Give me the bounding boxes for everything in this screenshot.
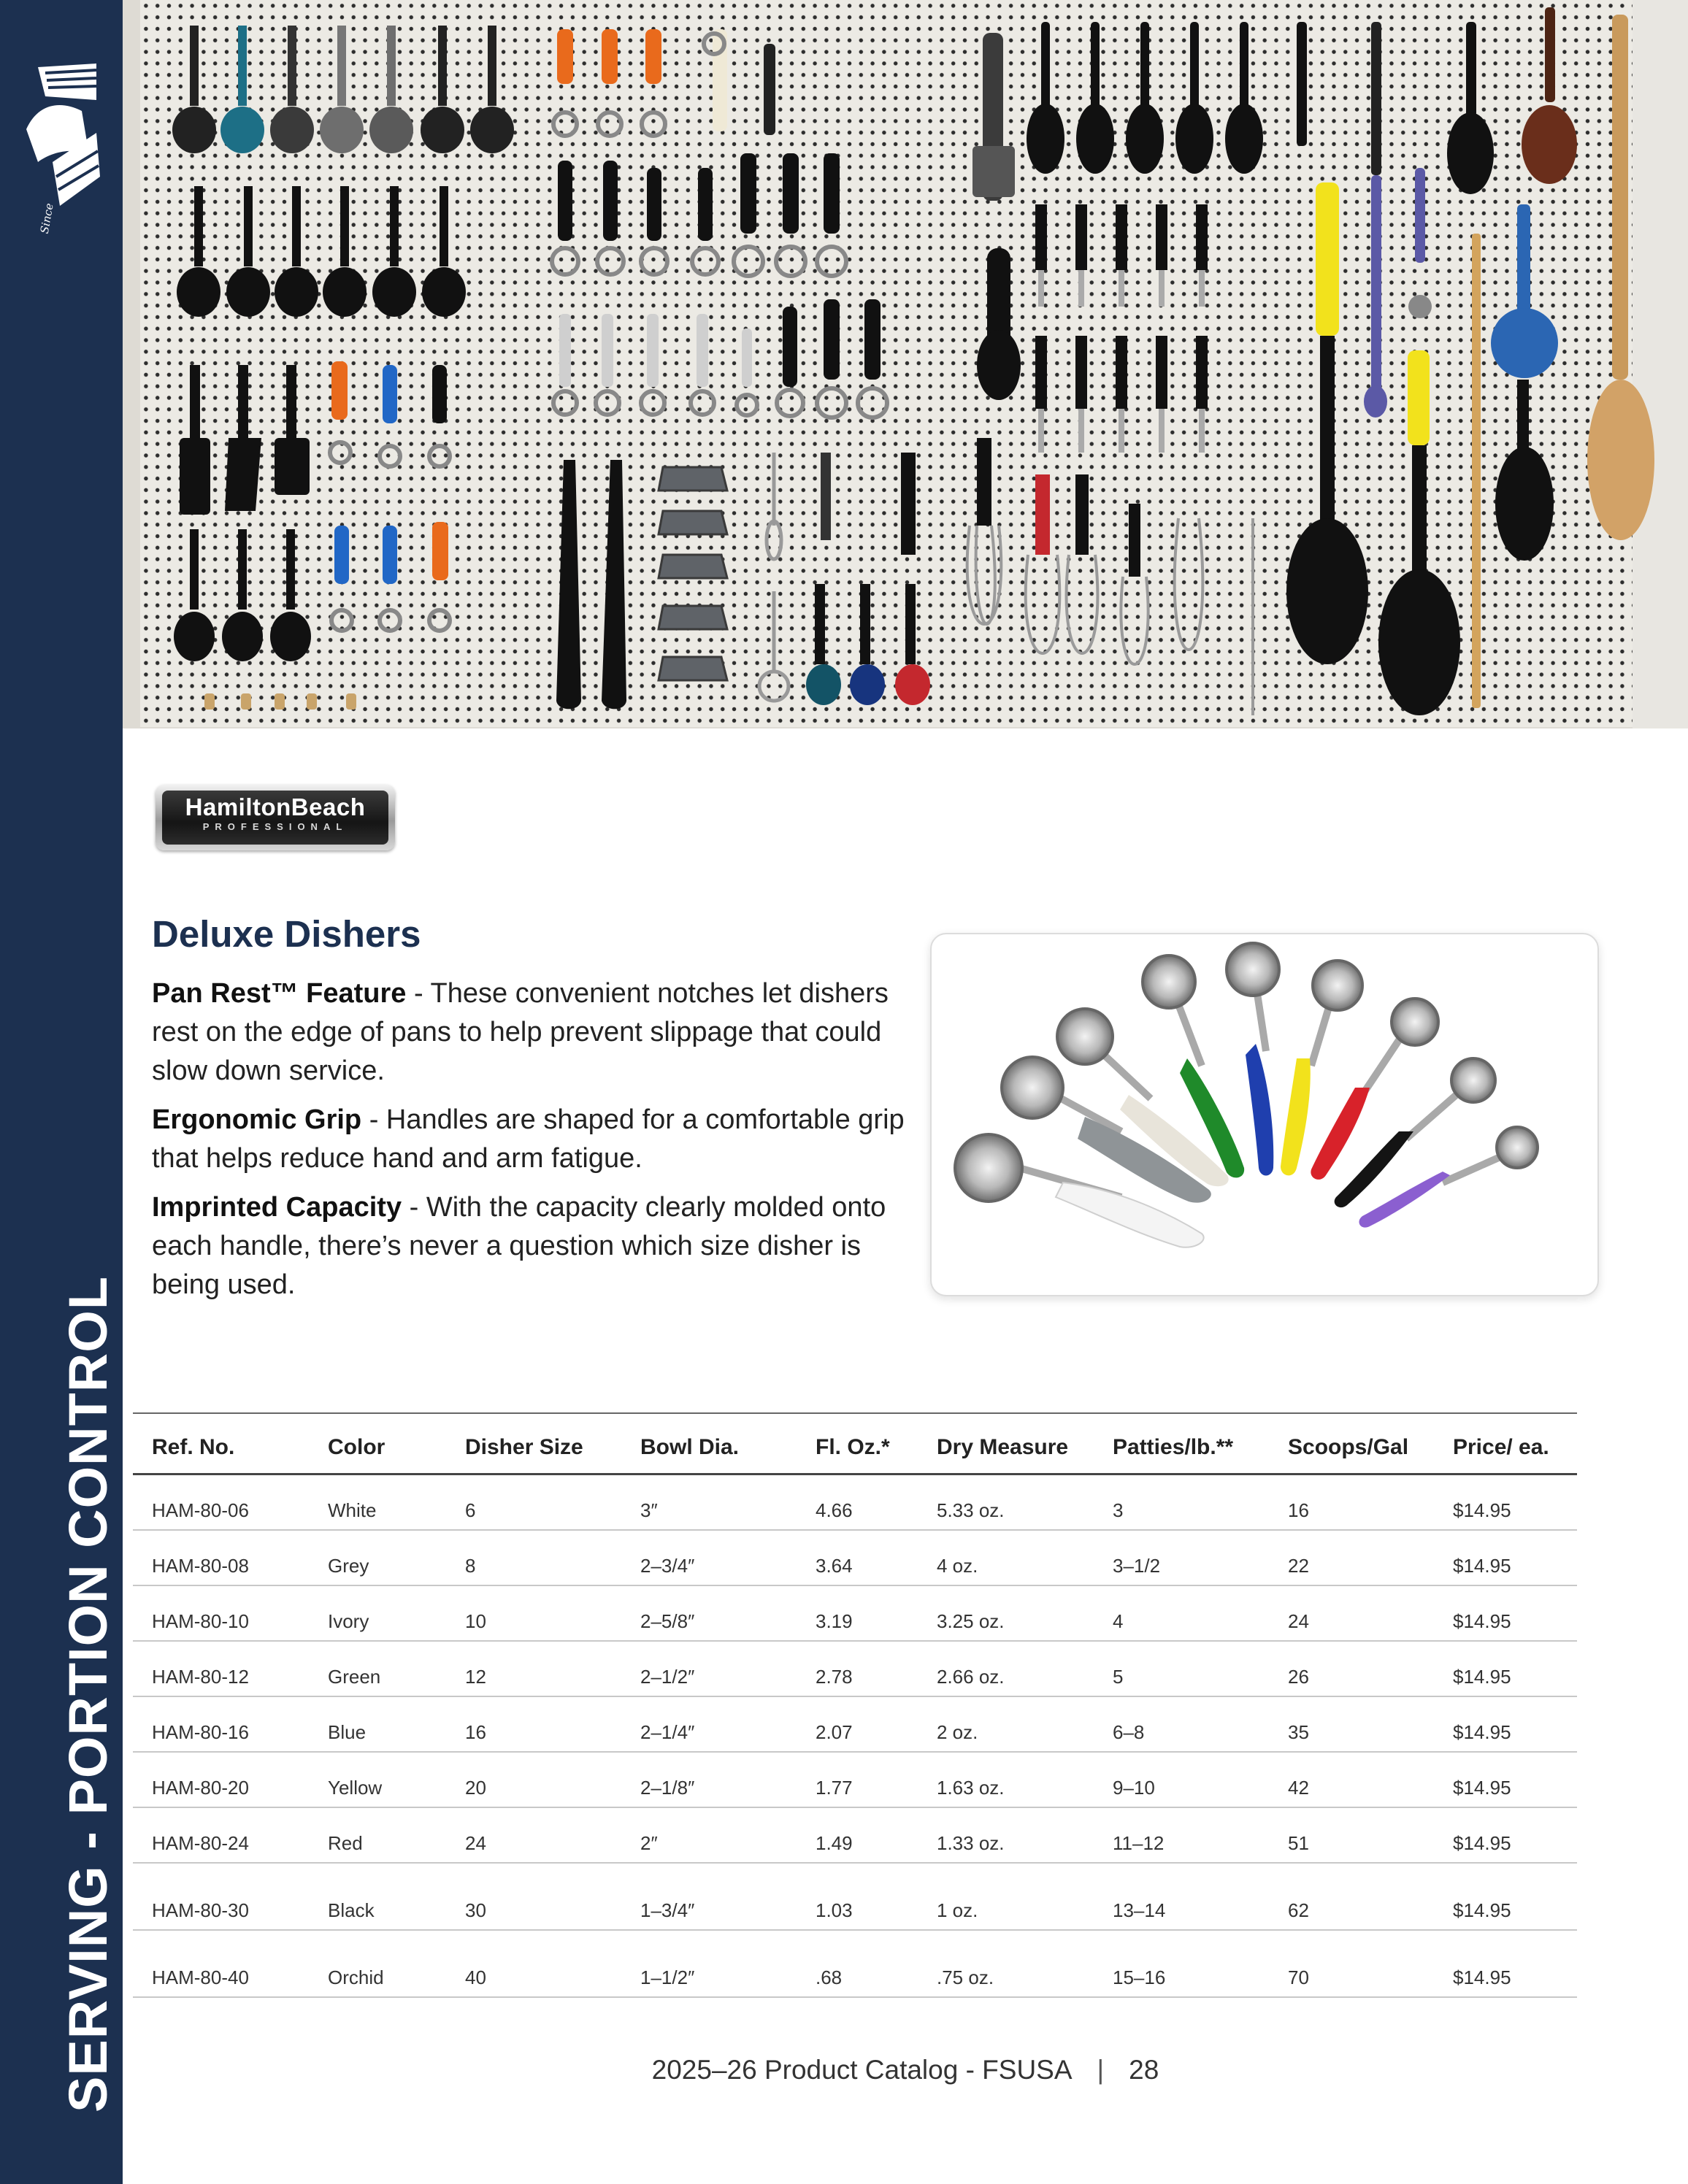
table-cell: Orchid xyxy=(328,1966,384,1988)
table-cell: HAM-80-06 xyxy=(152,1499,249,1521)
table-cell: HAM-80-24 xyxy=(152,1832,249,1854)
table-cell: $14.95 xyxy=(1453,1666,1511,1688)
sidebar xyxy=(0,0,123,2184)
product-title: Deluxe Dishers xyxy=(152,913,421,955)
column-header: Fl. Oz.* xyxy=(816,1435,890,1459)
serving-spoons-row-1 xyxy=(172,26,514,153)
table-cell: 12 xyxy=(465,1666,486,1688)
table-cell: 2–3/4″ xyxy=(640,1555,695,1577)
table-cell: 1.77 xyxy=(816,1777,853,1799)
disher-black xyxy=(1335,1058,1495,1207)
feature-name: Imprinted Capacity xyxy=(152,1192,402,1223)
table-cell: Black xyxy=(328,1899,375,1921)
table-cell: 4 oz. xyxy=(937,1555,978,1577)
disher-grey xyxy=(1002,1057,1211,1203)
table-cell: 62 xyxy=(1288,1899,1309,1921)
table-cell: 9–10 xyxy=(1113,1777,1155,1799)
pegboard-hero-image xyxy=(123,0,1688,728)
table-cell: 5 xyxy=(1113,1666,1124,1688)
table-cell: 1 oz. xyxy=(937,1899,978,1921)
table-cell: 6 xyxy=(465,1499,476,1521)
table-cell: 1–3/4″ xyxy=(640,1899,695,1921)
table-cell: 2.07 xyxy=(816,1721,853,1743)
feature-name: Pan Rest™ Feature xyxy=(152,978,407,1009)
column-header: Patties/lb.** xyxy=(1113,1435,1234,1459)
disher-orchid xyxy=(1359,1127,1538,1228)
table-cell: 11–12 xyxy=(1113,1832,1165,1854)
column-header: Ref. No. xyxy=(152,1435,235,1459)
spec-table xyxy=(133,1412,1577,1998)
page-footer xyxy=(123,2055,1688,2085)
brand-badge-inner xyxy=(162,791,388,845)
table-body xyxy=(133,1475,1577,1998)
table-cell: 5.33 oz. xyxy=(937,1499,1005,1521)
feature-imprinted-capacity xyxy=(152,1188,915,1304)
table-cell: 40 xyxy=(465,1966,486,1988)
feature-text: - With the capacity clearly molded onto each handle, there’s never a question which size disher is being used. xyxy=(152,1192,886,1300)
table-cell: $14.95 xyxy=(1453,1499,1511,1521)
table-cell: Red xyxy=(328,1832,363,1854)
table-cell: 2–1/8″ xyxy=(640,1777,695,1799)
table-cell: 3.64 xyxy=(816,1555,853,1577)
table-cell: 4 xyxy=(1113,1610,1124,1632)
table-row xyxy=(133,1475,1577,1531)
table-cell: Yellow xyxy=(328,1777,383,1799)
table-row xyxy=(133,1531,1577,1586)
table-cell: 26 xyxy=(1288,1666,1309,1688)
table-cell: 30 xyxy=(465,1899,486,1921)
disher-columns xyxy=(552,29,887,418)
table-cell: 1.03 xyxy=(816,1899,853,1921)
hamilton-beach-logo xyxy=(156,785,395,850)
dishers-fan-illustration xyxy=(932,934,1597,1295)
large-spoons-and-scraper xyxy=(972,7,1654,540)
table-cell: Blue xyxy=(328,1721,367,1743)
table-cell: 20 xyxy=(465,1777,486,1799)
table-cell: 3.19 xyxy=(816,1610,853,1632)
table-cell: 16 xyxy=(1288,1499,1309,1521)
feature-ergonomic-grip xyxy=(152,1101,915,1178)
product-photo xyxy=(930,933,1599,1296)
table-row xyxy=(133,1808,1577,1864)
table-cell: 6–8 xyxy=(1113,1721,1145,1743)
feature-text: - These convenient notches let dishers rest on the edge of pans to help prevent slippage that could slow down service. xyxy=(152,978,889,1086)
table-row xyxy=(133,1642,1577,1697)
page-number: 28 xyxy=(1129,2055,1159,2085)
tongs xyxy=(556,460,626,709)
measuring-spoons-and-small-whisks xyxy=(759,453,930,705)
feature-list xyxy=(152,974,915,1315)
table-cell: 35 xyxy=(1288,1721,1309,1743)
table-cell: 22 xyxy=(1288,1555,1309,1577)
table-cell: 3″ xyxy=(640,1499,658,1521)
table-cell: 24 xyxy=(465,1832,486,1854)
table-cell: HAM-80-12 xyxy=(152,1666,249,1688)
table-cell: 42 xyxy=(1288,1777,1309,1799)
disher-yellow xyxy=(1281,961,1362,1175)
table-cell: 2″ xyxy=(640,1832,658,1854)
turners-and-small-dishers xyxy=(180,361,450,515)
table-cell: HAM-80-30 xyxy=(152,1899,249,1921)
table-cell: 51 xyxy=(1288,1832,1309,1854)
knives xyxy=(1035,204,1208,453)
column-header: Scoops/Gal xyxy=(1288,1435,1409,1459)
column-header: Price/ ea. xyxy=(1453,1435,1549,1459)
table-cell: $14.95 xyxy=(1453,1721,1511,1743)
column-header: Dry Measure xyxy=(937,1435,1069,1459)
feature-name: Ergonomic Grip xyxy=(152,1104,362,1135)
table-row xyxy=(133,1931,1577,1998)
table-cell: $14.95 xyxy=(1453,1555,1511,1577)
brand-tagline: PROFESSIONAL xyxy=(202,821,348,832)
table-row xyxy=(133,1697,1577,1753)
section-label: SERVING - PORTION CONTROL xyxy=(58,1275,118,2112)
table-cell: 1.33 oz. xyxy=(937,1832,1005,1854)
table-cell: 1.49 xyxy=(816,1832,853,1854)
colored-long-spoons xyxy=(1286,168,1558,715)
table-cell: 10 xyxy=(465,1610,486,1632)
table-cell: 16 xyxy=(465,1721,486,1743)
table-cell: 3 xyxy=(1113,1499,1124,1521)
table-cell: HAM-80-40 xyxy=(152,1966,249,1988)
table-cell: 2–1/2″ xyxy=(640,1666,695,1688)
table-header-row xyxy=(133,1412,1577,1475)
table-cell: .68 xyxy=(816,1966,843,1988)
column-header: Color xyxy=(328,1435,385,1459)
feature-text: - Handles are shaped for a comfortable grip that helps reduce hand and arm fatigue. xyxy=(152,1104,905,1174)
table-cell: 3.25 oz. xyxy=(937,1610,1005,1632)
table-cell: $14.95 xyxy=(1453,1832,1511,1854)
table-cell: 2–5/8″ xyxy=(640,1610,695,1632)
table-cell: 1.63 oz. xyxy=(937,1777,1005,1799)
serving-spoons-row-4 xyxy=(174,522,450,661)
table-cell: Grey xyxy=(328,1555,369,1577)
footer-separator: | xyxy=(1097,2055,1105,2085)
feature-pan-rest xyxy=(152,974,915,1091)
disher-blue xyxy=(1227,943,1279,1176)
table-cell: 70 xyxy=(1288,1966,1309,1988)
flag-eagle-logo xyxy=(16,60,107,257)
table-cell: 4.66 xyxy=(816,1499,853,1521)
table-cell: 24 xyxy=(1288,1610,1309,1632)
table-cell: 3–1/2 xyxy=(1113,1555,1161,1577)
table-cell: 2 oz. xyxy=(937,1721,978,1743)
table-row xyxy=(133,1864,1577,1931)
table-cell: $14.95 xyxy=(1453,1899,1511,1921)
table-cell: 13–14 xyxy=(1113,1899,1166,1921)
column-header: Bowl Dia. xyxy=(640,1435,740,1459)
wooden-pegs xyxy=(204,693,356,710)
brand-name: HamiltonBeach xyxy=(185,793,366,820)
table-row xyxy=(133,1753,1577,1808)
table-cell: HAM-80-20 xyxy=(152,1777,249,1799)
table-cell: 2.78 xyxy=(816,1666,853,1688)
table-cell: 2–1/4″ xyxy=(640,1721,695,1743)
table-cell: $14.95 xyxy=(1453,1966,1511,1988)
whisks xyxy=(967,438,1253,715)
table-cell: Ivory xyxy=(328,1610,369,1632)
table-cell: HAM-80-16 xyxy=(152,1721,249,1743)
table-cell: $14.95 xyxy=(1453,1777,1511,1799)
table-cell: $14.95 xyxy=(1453,1610,1511,1632)
table-cell: 8 xyxy=(465,1555,476,1577)
table-cell: Green xyxy=(328,1666,381,1688)
table-row xyxy=(133,1586,1577,1642)
catalog-title: 2025–26 Product Catalog - FSUSA xyxy=(651,2055,1073,2085)
table-cell: 15–16 xyxy=(1113,1966,1166,1988)
pan-rests xyxy=(659,467,727,680)
serving-spoons-row-2 xyxy=(177,186,466,317)
table-cell: .75 oz. xyxy=(937,1966,994,1988)
table-cell: White xyxy=(328,1499,377,1521)
column-header: Disher Size xyxy=(465,1435,583,1459)
table-cell: 1–1/2″ xyxy=(640,1966,695,1988)
svg-text:Since: Since xyxy=(37,201,56,235)
table-cell: HAM-80-08 xyxy=(152,1555,249,1577)
table-cell: HAM-80-10 xyxy=(152,1610,249,1632)
disher-red xyxy=(1311,999,1438,1180)
table-cell: 2.66 oz. xyxy=(937,1666,1005,1688)
utensils-illustration xyxy=(123,0,1688,728)
